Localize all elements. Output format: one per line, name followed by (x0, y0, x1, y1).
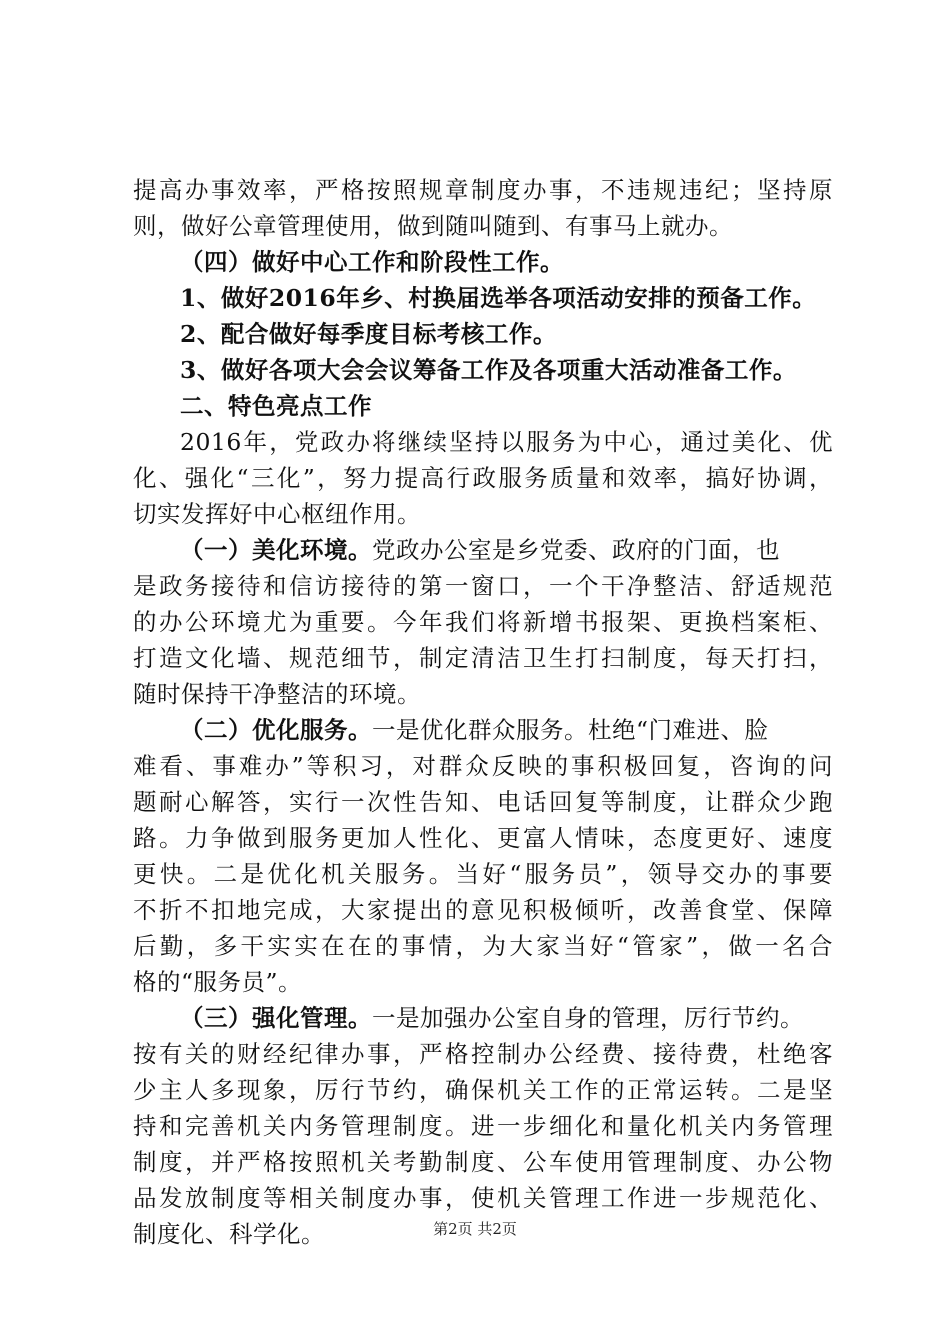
paragraph-line: 是政务接待和信访接待的第一窗口，一个干净整洁、舒适规范 (133, 572, 833, 600)
section-heading: 二、特色亮点工作 (180, 392, 372, 420)
paragraph-text: 党政办公室是乡党委、政府的门面，也 (372, 536, 780, 564)
paragraph-line: 难看、事难办”等积习，对群众反映的事积极回复，咨询的问 (133, 752, 833, 780)
paragraph-line: 持和完善机关内务管理制度。进一步细化和量化机关内务管理 (133, 1112, 833, 1140)
page-number-footer: 第2页 共2页 (433, 1220, 517, 1238)
subsection-heading: （二）优化服务。 (180, 716, 372, 744)
paragraph-line: 后勤，多干实实在在的事情，为大家当好“管家”，做一名合 (133, 932, 833, 960)
paragraph-line: 品发放制度等相关制度办事，使机关管理工作进一步规范化、 (133, 1184, 833, 1212)
paragraph-line: 按有关的财经纪律办事，严格控制办公经费、接待费，杜绝客 (133, 1040, 833, 1068)
paragraph-line: 制度，并严格按照机关考勤制度、公车使用管理制度、办公物 (133, 1148, 833, 1176)
paragraph-line (133, 1000, 833, 1036)
paragraph-line: 2016年，党政办将继续坚持以服务为中心，通过美化、优 (180, 428, 833, 456)
section-heading: （四）做好中心工作和阶段性工作。 (180, 248, 564, 276)
paragraph-line: 则，做好公章管理使用，做到随叫随到、有事马上就办。 (133, 212, 733, 240)
paragraph-line (133, 532, 833, 568)
list-item: 3、做好各项大会会议筹备工作及各项重大活动准备工作。 (180, 356, 797, 384)
paragraph-line: 制度化、科学化。 (133, 1220, 325, 1248)
paragraph-line: 的办公环境尤为重要。今年我们将新增书报架、更换档案柜、 (133, 608, 833, 636)
paragraph-line: 打造文化墙、规范细节，制定清洁卫生打扫制度，每天打扫， (133, 644, 833, 672)
document-body (133, 172, 833, 1252)
paragraph-text: 一是优化群众服务。杜绝“门难进、脸 (372, 716, 769, 744)
list-item: 1、做好2016年乡、村换届选举各项活动安排的预备工作。 (180, 284, 817, 312)
list-item: 2、配合做好每季度目标考核工作。 (180, 320, 557, 348)
subsection-heading: （一）美化环境。 (180, 536, 372, 564)
paragraph-line: 少主人多现象，厉行节约，确保机关工作的正常运转。二是坚 (133, 1076, 833, 1104)
paragraph-line: 化、强化“三化”，努力提高行政服务质量和效率，搞好协调， (133, 464, 833, 492)
paragraph-line (133, 712, 833, 748)
paragraph-line: 格的“服务员”。 (133, 968, 303, 996)
paragraph-line: 更快。二是优化机关服务。当好“服务员”，领导交办的事要 (133, 860, 833, 888)
paragraph-text: 一是加强办公室自身的管理，厉行节约。 (372, 1004, 804, 1032)
paragraph-line: 提高办事效率，严格按照规章制度办事，不违规违纪；坚持原 (133, 176, 833, 204)
paragraph-line: 不折不扣地完成，大家提出的意见积极倾听，改善食堂、保障 (133, 896, 833, 924)
subsection-heading: （三）强化管理。 (180, 1004, 372, 1032)
paragraph-line: 题耐心解答，实行一次性告知、电话回复等制度，让群众少跑 (133, 788, 833, 816)
paragraph-line: 随时保持干净整洁的环境。 (133, 680, 421, 708)
paragraph-line: 切实发挥好中心枢纽作用。 (133, 500, 421, 528)
paragraph-line: 路。力争做到服务更加人性化、更富人情味，态度更好、速度 (133, 824, 833, 852)
